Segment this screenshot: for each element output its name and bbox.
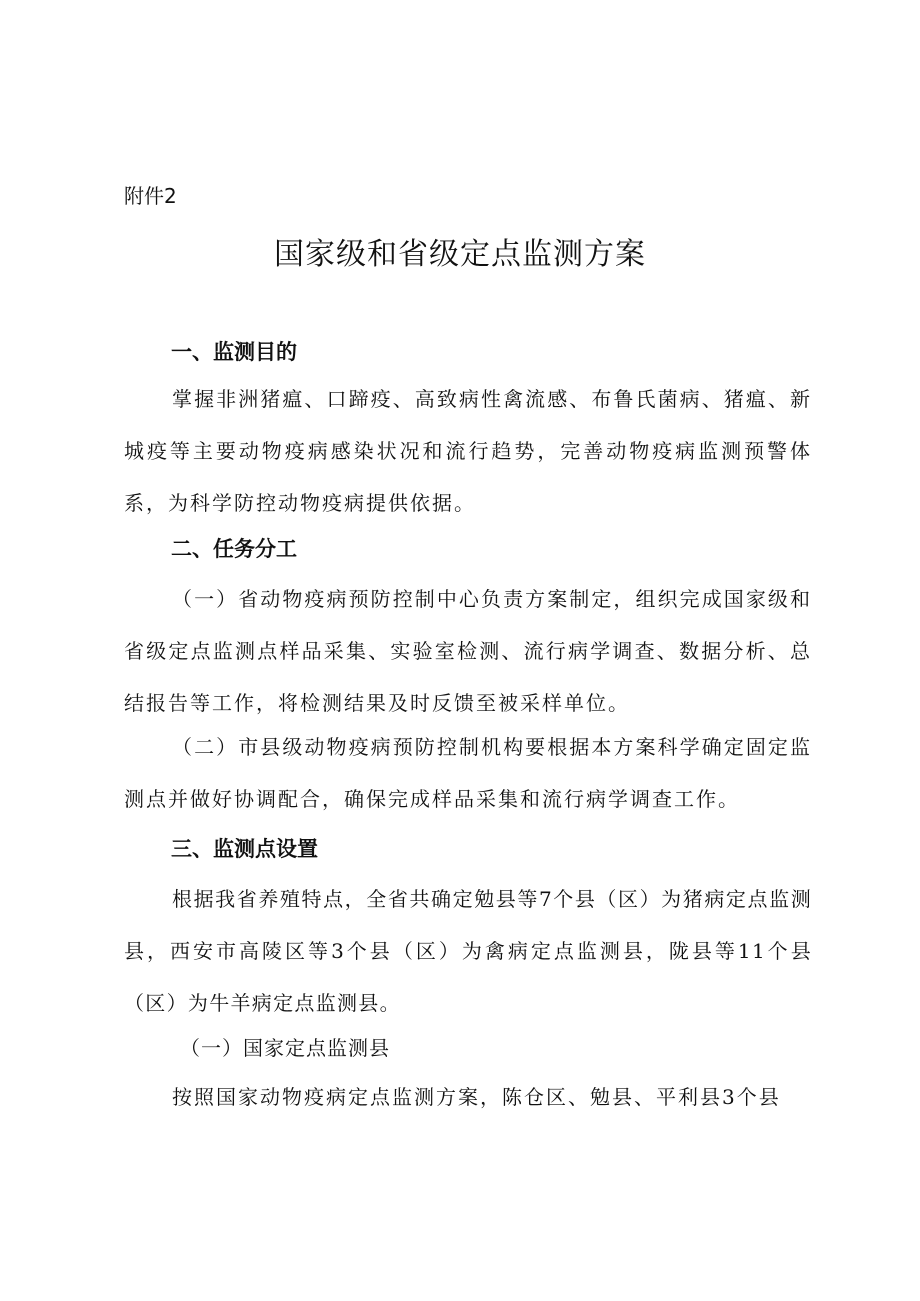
paragraph-sites: 根据我省养殖特点，全省共确定勉县等7个县（区）为猪病定点监测县，西安市高陵区等3个县（区）为禽病定点监测县，陇县等11个县（区）为牛羊病定点监测县。 [124,887,812,1015]
paragraph-national-sites: 按照国家动物疫病定点监测方案，陈仓区、勉县、平利县3个县 [172,1085,781,1109]
paragraph-purpose: 掌握非洲猪瘟、口蹄疫、高致病性禽流感、布鲁氏菌病、猪瘟、新城疫等主要动物疫病感染状况和流行趋势，完善动物疫病监测预警体系，为科学防控动物疫病提供依据。 [124,387,812,515]
attachment-label: 附件2 [124,184,177,208]
paragraph-task-municipal: （二）市县级动物疫病预防控制机构要根据本方案科学确定固定监测点并做好协调配合，确保完成样品采集和流行病学调查工作。 [124,735,812,811]
paragraph-task-provincial: （一）省动物疫病预防控制中心负责方案制定，组织完成国家级和省级定点监测点样品采集、实验室检测、流行病学调查、数据分析、总结报告等工作，将检测结果及时反馈至被采样单位。 [124,587,812,715]
section-heading-purpose: 一、监测目的 [171,340,297,364]
document-title: 国家级和省级定点监测方案 [274,237,646,272]
subheading-national-sites: （一）国家定点监测县 [180,1036,390,1060]
section-heading-sites: 三、监测点设置 [171,837,318,861]
section-heading-tasks: 二、任务分工 [171,537,297,561]
